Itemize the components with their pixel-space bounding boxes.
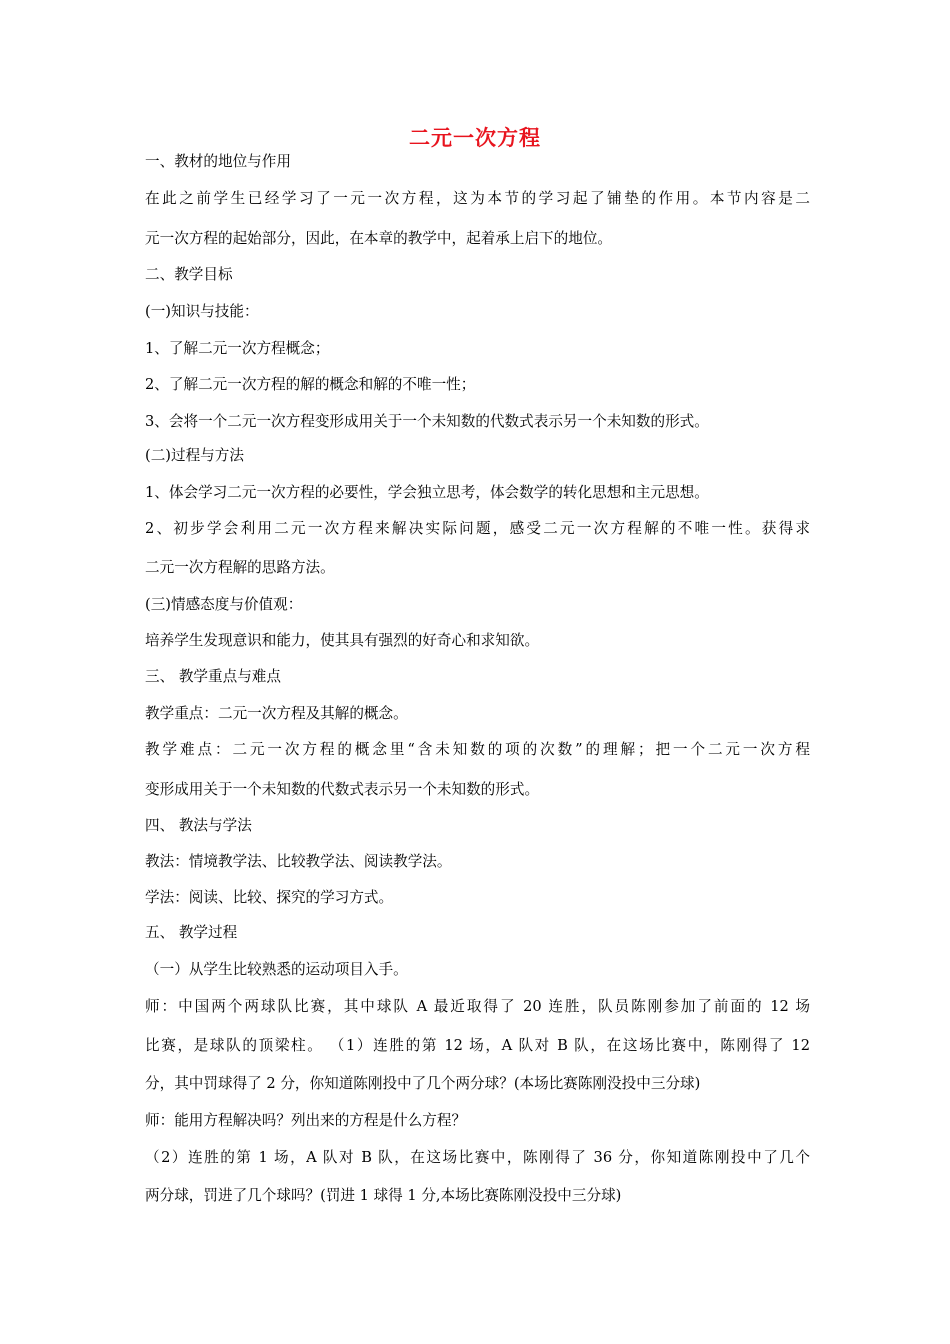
subsection-heading: （一）从学生比较熟悉的运动项目入手。 — [145, 961, 408, 978]
paragraph-line: 元一次方程的起始部分，因此，在本章的教学中，起着承上启下的地位。 — [145, 230, 613, 247]
paragraph-line: 分，其中罚球得了 2 分，你知道陈刚投中了几个两分球？(本场比赛陈刚没投中三分球) — [145, 1075, 701, 1092]
paragraph-line: 培养学生发现意识和能力，使其具有强烈的好奇心和求知欲。 — [145, 632, 540, 649]
list-item: 1、了解二元一次方程概念； — [145, 340, 330, 357]
subsection-heading: (三)情感态度与价值观： — [145, 596, 303, 613]
paragraph-line: 师：能用方程解决吗？列出来的方程是什么方程？ — [145, 1112, 467, 1129]
paragraph-line: 教学重点：二元一次方程及其解的概念。 — [145, 705, 408, 722]
section-heading-1: 一、教材的地位与作用 — [145, 153, 291, 170]
subsection-heading: (二)过程与方法 — [145, 447, 244, 464]
paragraph-line: （2）连胜的第 1 场，A 队对 B 队，在这场比赛中，陈刚得了 36 分，你知道陈刚投中了几个 — [145, 1149, 810, 1166]
list-item: 3、会将一个二元一次方程变形成用关于一个未知数的代数式表示另一个未知数的形式。 — [145, 413, 709, 430]
paragraph-line: 在此之前学生已经学习了一元一次方程，这为本节的学习起了铺垫的作用。本节内容是二 — [145, 190, 810, 207]
section-heading-2: 二、教学目标 — [145, 266, 233, 283]
paragraph-line: 师：中国两个两球队比赛，其中球队 A 最近取得了 20 连胜，队员陈刚参加了前面的 12 场 — [145, 998, 810, 1015]
subsection-heading: (一)知识与技能： — [145, 303, 259, 320]
paragraph-line: 二元一次方程解的思路方法。 — [145, 559, 335, 576]
paragraph-line: 两分球，罚进了几个球吗？(罚进 1 球得 1 分,本场比赛陈刚没投中三分球) — [145, 1187, 622, 1204]
paragraph-line: 教法：情境教学法、比较教学法、阅读教学法。 — [145, 853, 452, 870]
list-item: 1、体会学习二元一次方程的必要性，学会独立思考，体会数学的转化思想和主元思想。 — [145, 484, 709, 501]
paragraph-line: 教学难点：二元一次方程的概念里“含未知数的项的次数”的理解；把一个二元一次方程 — [145, 741, 810, 758]
paragraph-line: 学法：阅读、比较、探究的学习方式。 — [145, 889, 394, 906]
list-item: 2、初步学会利用二元一次方程来解决实际问题，感受二元一次方程解的不唯一性。获得求 — [145, 520, 810, 537]
section-heading-3: 三、 教学重点与难点 — [145, 668, 281, 685]
section-heading-4: 四、 教法与学法 — [145, 817, 252, 834]
section-heading-5: 五、 教学过程 — [145, 924, 238, 941]
list-item: 2、了解二元一次方程的解的概念和解的不唯一性； — [145, 376, 476, 393]
paragraph-line: 变形成用关于一个未知数的代数式表示另一个未知数的形式。 — [145, 781, 540, 798]
paragraph-line: 比赛，是球队的顶梁柱。 （1）连胜的第 12 场，A 队对 B 队，在这场比赛中，陈刚得了 12 — [145, 1037, 810, 1054]
document-title: 二元一次方程 — [409, 126, 541, 150]
